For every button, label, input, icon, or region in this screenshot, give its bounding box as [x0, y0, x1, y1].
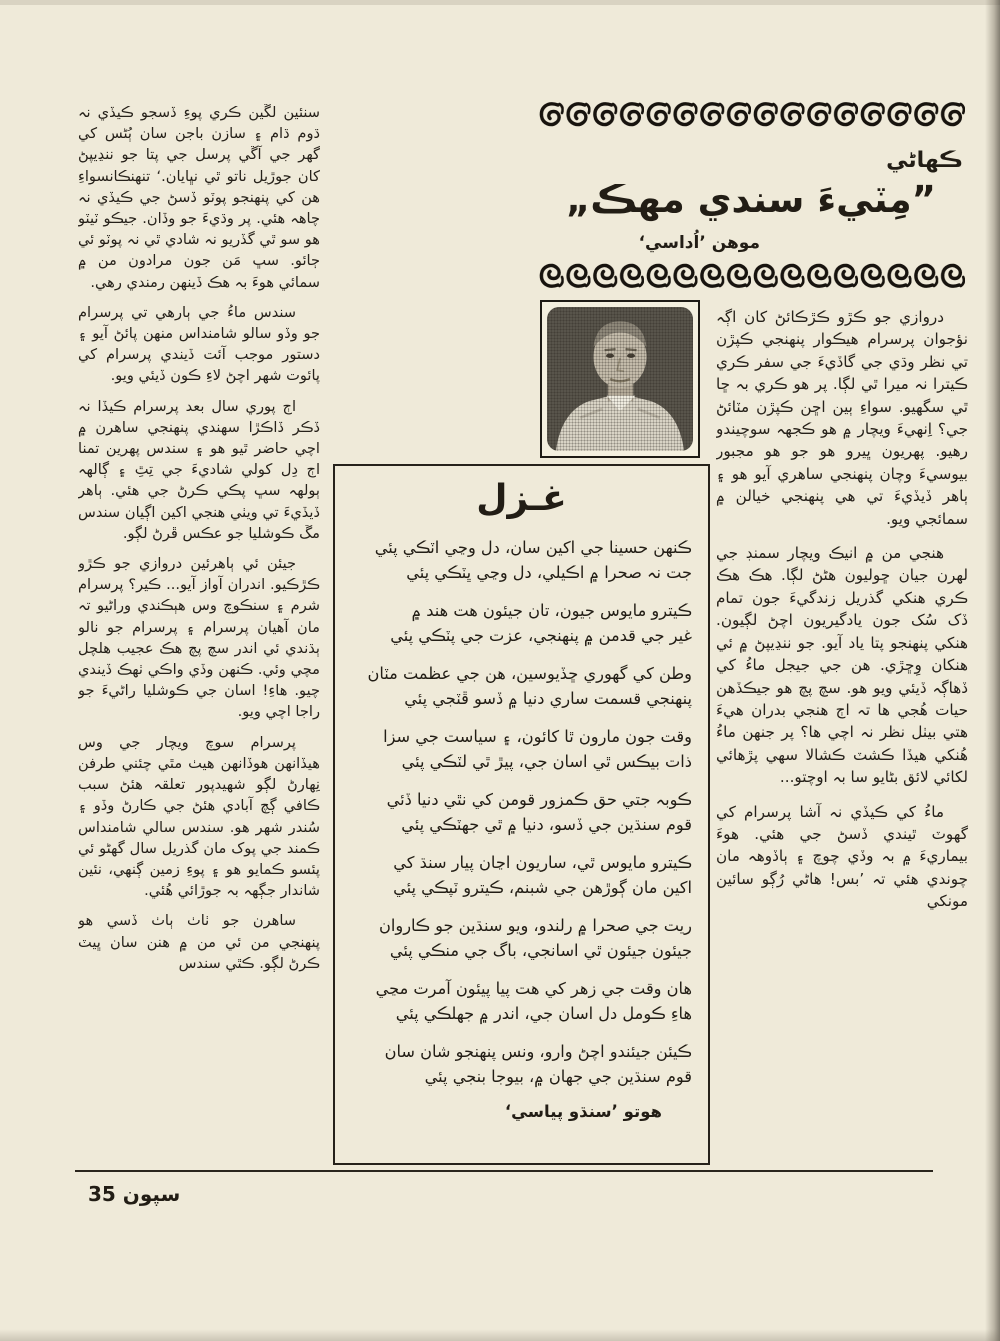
paragraph: سنئين لڱين ڪري پوءِ ڏسجو ڪيڏي نہ ڌوم ڌام ۽ سازن باجن سان ٻُڻس کي گهر جي آڱي پرسل جي پتا جو ننڍيپڻ کان جوڙيل ناتو ٿي نڀايان.‘ تنهنڪانسواءِ هن کي پنهنجو پوٽو ڏسڻ جي ڪيڏي نہ چاهہ هئي. پر وڌيءَ جو وڏان. جيڪو ٽيٽو هو سو ٿي گڏريو نہ شادي ٿي نہ پوٽو ئي ڄائو. سڀ مَن جون مرادون من ۾ سمائي هوءَ بہ هڪ ڏينهن رمندي رهي.: [78, 104, 320, 291]
couplet: [351, 913, 692, 963]
right-column: [716, 306, 968, 1164]
couplet-line: غير جي قدمن ۾ پنهنجي، عزت جي پٽڪي پئي: [390, 626, 692, 645]
couplet: [351, 535, 692, 585]
swirl-ornament-icon: [537, 262, 965, 290]
paragraph: دروازي جو ڪڙو ڪڙڪائڻ کان اڳہ نؤجوان پرسرام هيڪوار پنهنجي ڪپڙن تي نظر وڌي جي گاڏيءَ جي سفر ڪري ڪيترا نہ ميرا ٿي لڳا. پر هو ڪري بہ ڇا ٿي سگهيو. سواءِ ٻين اڇن ڪپڙن مٽائڻ جي؟ اِنهيءَ ويچار ۾ هو ڪجهہ سوچيندو رهيو. پهريون ڀيرو هو جو هو مجبور بيوسيءَ وچان پنهنجي ساهري آيو هو ۽ ٻاهر ڏيڏيءَ تي هي پنهنجي خيالن ۾ سمائجي ويو.: [716, 308, 968, 528]
story-title: ”مِٽيءَ سندي مهڪ„: [566, 178, 936, 221]
paragraph: پرسرام سوچ ويچار جي وس هيڏانهن هوڏانهن هيٺ مٿي چئني طرفن نِهارڻ لڳو شهيدپور تعلقہ هئڻ سبب ڪافي ڳچ آبادي هئڻ جي ڪارڻ وڏو ۽ سُندر شهر هو. سندس سالي شامنداس ڪمند جي پوک مان گذريل سال گهڻو ئي پئسو ڪمايو هو ۽ پوءِ زمين ڳنهي، نئين شاندار جڳهہ بہ جوڙائي هُئي.: [78, 733, 320, 900]
couplet-line: هان وقت جي زهر کي هت پيا پيئون آمرت مڃي: [375, 979, 692, 998]
couplet: [351, 598, 692, 648]
scan-edge-top: [0, 0, 1000, 5]
author-photo: [540, 300, 700, 458]
couplet: [351, 787, 692, 837]
couplet-line: هاءِ ڪومل دل اسان جي، اندر ۾ جهلڪي پئي: [395, 1004, 692, 1023]
couplet-line: ڪيترو مايوس جيون، تان جيئون هت هند ۾: [411, 601, 692, 620]
couplet-line: اکين مان ڳوڙهن جي شبنم، ڪيترو ٽپڪي پئي: [393, 878, 692, 897]
couplet-line: پنهنجي قسمت ساري دنيا ۾ ڏسو ڦٽجي پئي: [404, 689, 692, 708]
section-label: ڪهاڻي: [886, 148, 963, 173]
couplet: [351, 1039, 692, 1089]
scan-edge-right: [985, 0, 1000, 1341]
paragraph: هنجي من ۾ انيڪ ويچار سمنڊ جي لهرن جيان ڇوليون هڻڻ لڳا. هڪ هڪ ڪري هنکي گذريل زندگيءَ جون تمام ڏک سُک جون يادگيريون اچڻ لڳيون. هنکي پنهنجو پتا ياد آيو. جو ننڍيپڻ ۾ ئي هنکان وِڇڙي. هن جي جيجل ماءُ کي ڏهاڳہ ڏيئي ويو هو. سچ پچ هو جيڪڏهن حيات هُجي ها تہ اڄ هنجي بدران هيءَ هتي بيٺل نظر نہ اچي ها؟ پر جنهن ماءُ هُنکي هيڏا ڪشٽ ڪشالا سهي پڙهائي لکائي لائق بڻايو سا بہ اوچتو...: [716, 544, 968, 787]
left-column: [78, 102, 320, 1154]
couplet-line: جيئون جيئون ٿي اسانجي، باگ جي منڪي پئي: [389, 941, 692, 960]
author-name: موهن ’اُداسي‘: [638, 233, 760, 253]
couplet-line: وقت جون مارون ٿا کائون، ۽ سياست جي سزا: [383, 727, 692, 746]
couplet: [351, 976, 692, 1026]
paragraph: ماءُ کي ڪيڏي نہ آشا پرسرام کي گهوٽ ٿيندي ڏسڻ جي هئي. هوءَ بيماريءَ ۾ بہ وڏي چوچ ۽ ٻاڏوهہ مان چوندي هئي تہ ’بس! هاڻي رُڳو سائين مونکي: [716, 802, 968, 911]
swirl-ornament-icon: [537, 100, 965, 128]
couplet: [351, 850, 692, 900]
footer-rule: [75, 1170, 933, 1172]
paragraph: اڄ پوري سال بعد پرسرام ڪيڏا نہ ڏڪر ڏاڪڙا سهندي پنهنجي ساهرن ۾ اچي حاضر ٿيو هو ۽ سندس پهرين تمنا اڄ دِل کولي شاديءَ جي تِٿِ ۽ ڳالهہ ٻولهہ سڀ پڪي ڪرڻ جي هئي. ٻاهر ڏيڏيءَ تي ويٺي هنجي اکين اڳيان سندس مڱ ڪوشليا جو عڪس ڦرڻ لڳو.: [78, 397, 320, 542]
couplet-line: ڪيترو مايوس ٿي، ساريون اڃان پيار سنڌ کي: [393, 853, 692, 872]
couplet: [351, 661, 692, 711]
ghazal-heading: غـزل: [476, 478, 567, 519]
ornament-band-bottom: [537, 262, 965, 290]
paragraph: سندس ماءُ جي ٻارهي تي پرسرام جو وڏو سالو شامنداس منهن پائڻ آيو ۽ دستور موجب آئت ڏيندي پرسرام کي پائوت شهر اچڻ لاءِ ڪون ڏيئي ويو.: [78, 303, 320, 385]
ornament-band-top: [537, 100, 965, 128]
portrait-drawing: [547, 307, 693, 451]
couplet-line: ڪنهن حسينا جي اکين سان، دل وڃي اٽڪي پئي: [374, 538, 692, 557]
paragraph: جيئن ئي ٻاهرئين دروازي جو ڪڙو ڪڙڪيو. اندران آواز آيو... ڪير؟ پرسرام شرم ۽ سنڪوچ وس هٻڪندي وراڻيو تہ مان آهيان پرسرام ۽ پرسرام جو نالو ٻڌندي ئي اندر سچ پچ هڪ عجيب هلچل مچي وئي. ڪنهن وڏي واڪي ٺهڪ ڏيندي چيو. هاءِ! اسان جي ڪوشليا راڻيءَ جو راجا اچي ويو.: [78, 555, 320, 721]
couplet-line: ذات بيڪس ٿي اسان جي، پيڙ ٿي لٽڪي پئي: [401, 752, 692, 771]
ghazal-attribution: هوتو ’سنڌو پياسي‘: [504, 1102, 662, 1121]
couplet-line: ڪيئن جيئندو اچڻ وارو، ونس پنهنجو شان سان: [384, 1042, 692, 1061]
portrait-illustration: [547, 307, 693, 451]
page-footer: سپون 35: [88, 1182, 181, 1206]
couplet: [351, 724, 692, 774]
paragraph: ساهرن جو ٺاٺ ٻاٺ ڏسي هو پنهنجي من ئي من ۾ هنن سان ڀيٽ ڪرڻ لڳو. ڪٿي سندس: [78, 912, 320, 972]
couplet-line: قوم سنڌين جي جهان ۾، بيوجا بنجي پئي: [424, 1067, 692, 1086]
ghazal-box: [333, 464, 710, 1165]
couplet-line: ڪوبہ جتي حق ڪمزور قومن کي نٿي دنيا ڏئي: [386, 790, 692, 809]
couplet-line: قوم سنڌين جي ڏسو، دنيا ۾ ٿي جهٽڪي پئي: [401, 815, 692, 834]
scan-edge-bottom: [0, 1329, 1000, 1341]
couplet-line: وطن کي گهوري ڇڏيوسين، هن جي عظمت مٽان: [367, 664, 692, 683]
couplet-line: ريت جي صحرا ۾ رلندو، ويو سنڌين جو ڪاروان: [379, 916, 692, 935]
couplet-line: جت نہ صحرا ۾ اڪيلي، دل وڃي ڀٽڪي پئي: [406, 563, 692, 582]
